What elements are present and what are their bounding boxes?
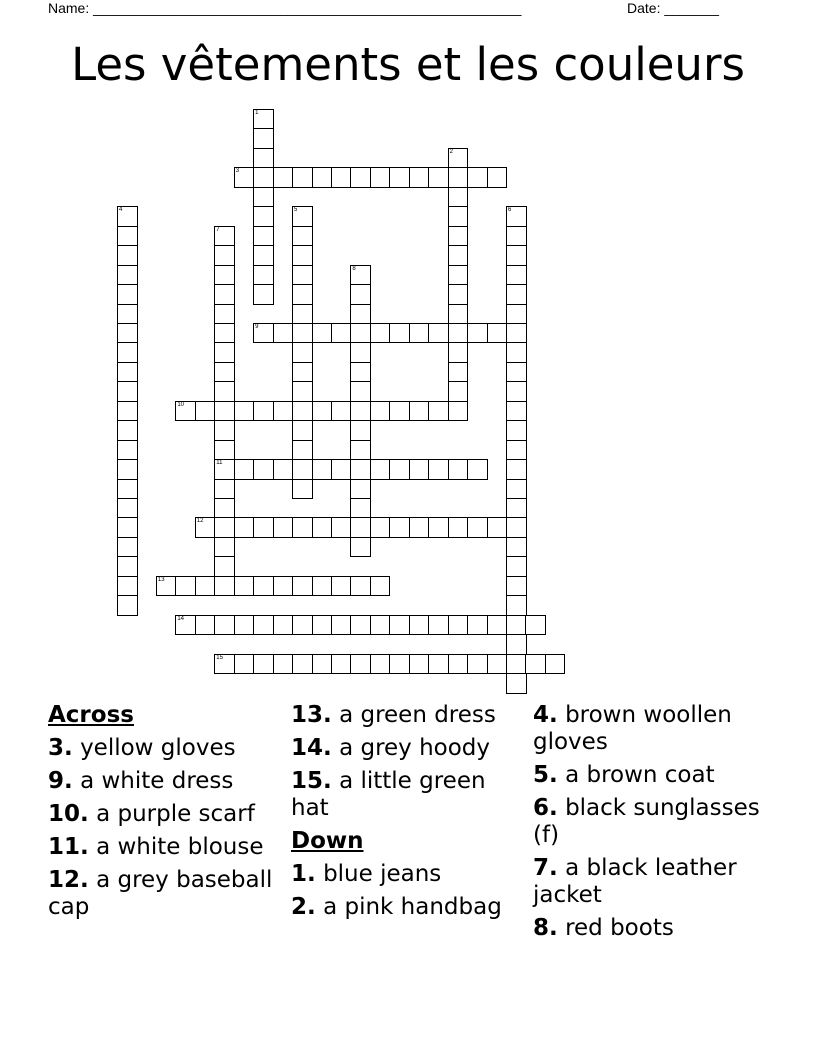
clue-number-label: 7 [216,226,220,233]
grid-cell[interactable] [117,498,138,519]
grid-cell[interactable] [273,167,294,188]
grid-cell[interactable] [253,284,274,305]
grid-cell[interactable] [292,284,313,305]
grid-cell[interactable] [253,517,274,538]
grid-cell[interactable] [331,576,352,597]
clue-across-3 [48,735,280,762]
grid-cell[interactable] [234,576,255,597]
grid-cell[interactable] [292,440,313,461]
clue-number-label: 5 [294,207,298,214]
grid-cell[interactable] [409,459,430,480]
clue-number: 9. [48,768,73,794]
grid-cell[interactable] [117,362,138,383]
grid-cell[interactable] [214,576,235,597]
grid-cell[interactable] [506,304,527,325]
clue-across-12 [48,867,280,921]
grid-cell[interactable] [350,615,371,636]
grid-cell[interactable] [428,654,449,675]
clue-text: yellow gloves [80,735,236,761]
grid-cell[interactable] [195,401,216,422]
grid-cell[interactable] [448,459,469,480]
grid-cell[interactable] [117,381,138,402]
grid-cell[interactable] [370,167,391,188]
grid-cell[interactable] [487,615,508,636]
grid-cell[interactable] [214,556,235,577]
grid-cell[interactable] [117,459,138,480]
grid-cell[interactable] [195,576,216,597]
grid-cell[interactable] [448,381,469,402]
grid-cell[interactable] [253,401,274,422]
grid-cell[interactable] [214,284,235,305]
grid-cell[interactable] [312,615,333,636]
clue-across-15 [291,768,523,822]
grid-cell[interactable] [234,654,255,675]
grid-cell[interactable] [214,440,235,461]
grid-cell[interactable] [389,517,410,538]
clue-text: a white blouse [96,834,264,860]
clue-number: 12. [48,867,89,893]
grid-cell[interactable] [195,615,216,636]
grid-cell[interactable] [350,323,371,344]
grid-cell[interactable] [214,498,235,519]
clue-number-label: 2 [449,148,453,155]
grid-cell[interactable] [467,459,488,480]
grid-cell[interactable] [234,459,255,480]
grid-cell[interactable] [195,517,216,538]
grid-cell[interactable] [234,401,255,422]
grid-cell[interactable] [506,401,527,422]
clue-number: 10. [48,801,89,827]
grid-cell[interactable] [370,401,391,422]
grid-cell[interactable] [506,498,527,519]
clue-number: 14. [291,735,332,761]
grid-cell[interactable] [253,323,274,344]
clue-down-2 [291,894,523,921]
grid-cell[interactable] [214,323,235,344]
clue-number: 11. [48,834,89,860]
grid-cell[interactable] [253,148,274,169]
grid-cell[interactable] [448,187,469,208]
grid-cell[interactable] [292,420,313,441]
grid-cell[interactable] [253,109,274,130]
grid-cell[interactable] [214,362,235,383]
grid-cell[interactable] [312,323,333,344]
grid-cell[interactable] [506,517,527,538]
name-field[interactable]: Name: _______________________________________________________ [48,0,522,16]
grid-cell[interactable] [448,226,469,247]
clue-number: 4. [533,702,558,728]
grid-cell[interactable] [506,342,527,363]
grid-cell[interactable] [448,401,469,422]
grid-cell[interactable] [331,517,352,538]
grid-cell[interactable] [409,615,430,636]
grid-cell[interactable] [370,615,391,636]
grid-cell[interactable] [253,615,274,636]
grid-cell[interactable] [487,167,508,188]
grid-cell[interactable] [253,654,274,675]
grid-cell[interactable] [214,304,235,325]
grid-cell[interactable] [117,517,138,538]
grid-cell[interactable] [292,342,313,363]
clue-number-label: 12 [196,518,204,525]
grid-cell[interactable] [506,615,527,636]
grid-cell[interactable] [409,401,430,422]
clue-number-label: 15 [216,654,223,661]
grid-cell[interactable] [389,654,410,675]
grid-cell[interactable] [117,556,138,577]
clue-number-label: 4 [119,207,123,214]
grid-cell[interactable] [506,459,527,480]
grid-cell[interactable] [175,401,196,422]
grid-cell[interactable] [487,654,508,675]
grid-cell[interactable] [350,498,371,519]
clue-text: black sunglasses (f) [533,795,760,848]
grid-cell[interactable] [312,517,333,538]
clue-number: 6. [533,795,558,821]
grid-cell[interactable] [487,323,508,344]
grid-cell[interactable] [273,323,294,344]
grid-cell[interactable] [117,226,138,247]
grid-cell[interactable] [312,167,333,188]
grid-cell[interactable] [428,517,449,538]
grid-cell[interactable] [273,576,294,597]
clue-text: a little green hat [291,768,486,821]
grid-cell[interactable] [350,440,371,461]
grid-cell[interactable] [525,654,546,675]
clue-number-label: 3 [235,168,240,175]
clue-text: blue jeans [323,861,442,887]
grid-cell[interactable] [506,362,527,383]
grid-cell[interactable] [234,517,255,538]
grid-cell[interactable] [467,654,488,675]
grid-cell[interactable] [253,187,274,208]
grid-cell[interactable] [448,615,469,636]
grid-cell[interactable] [117,576,138,597]
grid-cell[interactable] [467,167,488,188]
grid-cell[interactable] [448,167,469,188]
clue-text: a grey hoody [339,735,491,761]
grid-cell[interactable] [273,459,294,480]
grid-cell[interactable] [506,206,527,227]
clue-text: a grey baseball cap [48,867,273,920]
grid-cell[interactable] [312,576,333,597]
grid-cell[interactable] [234,167,255,188]
grid-cell[interactable] [117,206,138,227]
grid-cell[interactable] [117,479,138,500]
clue-across-11 [48,834,280,861]
grid-cell[interactable] [253,576,274,597]
grid-cell[interactable] [350,654,371,675]
grid-cell[interactable] [292,517,313,538]
grid-cell[interactable] [428,615,449,636]
grid-cell[interactable] [214,381,235,402]
grid-cell[interactable] [506,576,527,597]
grid-cell[interactable] [389,167,410,188]
grid-cell[interactable] [331,323,352,344]
grid-cell[interactable] [273,654,294,675]
grid-cell[interactable] [273,615,294,636]
grid-cell[interactable] [370,654,391,675]
clue-number-label: 9 [255,323,259,330]
clue-number-label: 1 [255,110,259,116]
clue-across-13 [291,702,523,729]
grid-cell[interactable] [409,167,430,188]
grid-cell[interactable] [312,401,333,422]
clue-number: 2. [291,894,316,920]
grid-cell[interactable] [506,440,527,461]
grid-cell[interactable] [117,323,138,344]
grid-cell[interactable] [350,420,371,441]
clue-down-1 [291,861,523,888]
grid-cell[interactable] [350,342,371,363]
grid-cell[interactable] [506,673,527,694]
grid-cell[interactable] [506,265,527,286]
clue-down-8 [533,915,765,942]
grid-cell[interactable] [409,517,430,538]
grid-cell[interactable] [175,576,196,597]
grid-cell[interactable] [467,323,488,344]
grid-cell[interactable] [331,459,352,480]
grid-cell[interactable] [448,206,469,227]
clue-text: a brown coat [565,762,715,788]
grid-cell[interactable] [253,265,274,286]
down-heading: Down [291,828,364,854]
grid-cell[interactable] [506,654,527,675]
grid-cell[interactable] [214,401,235,422]
grid-cell[interactable] [448,148,469,169]
clue-number-label: 8 [352,265,356,272]
grid-cell[interactable] [370,323,391,344]
clue-text: a white dress [80,768,234,794]
grid-cell[interactable] [506,556,527,577]
grid-cell[interactable] [117,420,138,441]
grid-cell[interactable] [487,517,508,538]
grid-cell[interactable] [448,323,469,344]
clue-number-label: 13 [157,576,165,583]
page-title: Les vêtements et les couleurs [71,38,745,91]
grid-cell[interactable] [525,615,546,636]
grid-cell[interactable] [389,401,410,422]
clue-down-6 [533,795,765,849]
grid-cell[interactable] [350,537,371,558]
grid-cell[interactable] [370,517,391,538]
grid-cell[interactable] [292,362,313,383]
grid-cell[interactable] [350,381,371,402]
grid-cell[interactable] [117,265,138,286]
grid-cell[interactable] [292,245,313,266]
clue-number: 7. [533,855,558,881]
grid-cell[interactable] [175,615,196,636]
grid-cell[interactable] [506,245,527,266]
clue-number-label: 11 [216,460,223,467]
grid-cell[interactable] [292,206,313,227]
clue-number-label: 6 [508,207,512,214]
grid-cell[interactable] [448,284,469,305]
grid-cell[interactable] [156,576,177,597]
clue-down-5 [533,762,765,789]
grid-cell[interactable] [292,654,313,675]
grid-cell[interactable] [506,595,527,616]
grid-cell[interactable] [292,576,313,597]
grid-cell[interactable] [214,615,235,636]
grid-cell[interactable] [409,323,430,344]
clue-across-9 [48,768,280,795]
grid-cell[interactable] [448,304,469,325]
grid-cell[interactable] [292,381,313,402]
grid-cell[interactable] [214,654,235,675]
clue-number: 15. [291,768,332,794]
grid-cell[interactable] [350,284,371,305]
grid-cell[interactable] [331,615,352,636]
grid-cell[interactable] [214,479,235,500]
clue-down-7 [533,855,765,909]
grid-cell[interactable] [448,265,469,286]
grid-cell[interactable] [331,401,352,422]
grid-cell[interactable] [292,226,313,247]
grid-cell[interactable] [545,654,566,675]
grid-cell[interactable] [117,401,138,422]
clue-column-3 [533,702,765,948]
grid-cell[interactable] [350,459,371,480]
grid-cell[interactable] [273,401,294,422]
grid-cell[interactable] [331,654,352,675]
grid-cell[interactable] [253,206,274,227]
grid-cell[interactable] [428,401,449,422]
grid-cell[interactable] [214,342,235,363]
grid-cell[interactable] [506,381,527,402]
grid-cell[interactable] [253,459,274,480]
grid-cell[interactable] [253,245,274,266]
grid-cell[interactable] [506,420,527,441]
clue-text: a purple scarf [96,801,255,827]
clue-text: a black leather jacket [533,855,737,908]
grid-cell[interactable] [292,265,313,286]
grid-cell[interactable] [292,615,313,636]
grid-cell[interactable] [370,459,391,480]
grid-cell[interactable] [428,459,449,480]
grid-cell[interactable] [117,245,138,266]
grid-cell[interactable] [117,595,138,616]
grid-cell[interactable] [312,459,333,480]
clue-number: 1. [291,861,316,887]
grid-cell[interactable] [117,440,138,461]
grid-cell[interactable] [214,420,235,441]
grid-cell[interactable] [467,517,488,538]
grid-cell[interactable] [389,459,410,480]
grid-cell[interactable] [506,537,527,558]
grid-cell[interactable] [409,654,430,675]
grid-cell[interactable] [253,226,274,247]
clue-number: 3. [48,735,73,761]
grid-cell[interactable] [234,615,255,636]
grid-cell[interactable] [506,323,527,344]
grid-cell[interactable] [350,576,371,597]
grid-cell[interactable] [214,265,235,286]
across-heading: Across [48,702,134,728]
grid-cell[interactable] [214,226,235,247]
clue-number: 5. [533,762,558,788]
grid-cell[interactable] [350,362,371,383]
grid-cell[interactable] [292,459,313,480]
grid-cell[interactable] [506,284,527,305]
grid-cell[interactable] [117,342,138,363]
grid-cell[interactable] [370,576,391,597]
grid-cell[interactable] [292,479,313,500]
grid-cell[interactable] [292,304,313,325]
clue-column-2 [291,702,523,927]
clue-down-4 [533,702,765,756]
grid-cell[interactable] [117,304,138,325]
grid-cell[interactable] [506,634,527,655]
grid-cell[interactable] [117,537,138,558]
clue-text: a pink handbag [323,894,502,920]
grid-cell[interactable] [117,284,138,305]
grid-cell[interactable] [389,615,410,636]
grid-cell[interactable] [428,323,449,344]
grid-cell[interactable] [448,342,469,363]
grid-cell[interactable] [214,459,235,480]
grid-cell[interactable] [506,226,527,247]
grid-cell[interactable] [312,654,333,675]
clue-number-label: 10 [177,401,185,408]
date-field[interactable]: Date: _______ [627,0,719,16]
clue-number: 13. [291,702,332,728]
grid-cell[interactable] [350,479,371,500]
grid-cell[interactable] [253,167,274,188]
grid-cell[interactable] [350,517,371,538]
grid-cell[interactable] [292,167,313,188]
grid-cell[interactable] [350,167,371,188]
grid-cell[interactable] [350,265,371,286]
grid-cell[interactable] [389,323,410,344]
grid-cell[interactable] [214,245,235,266]
grid-cell[interactable] [253,128,274,149]
clue-column-1 [48,702,280,927]
clue-text: a green dress [339,702,496,728]
grid-cell[interactable] [273,517,294,538]
grid-cell[interactable] [350,401,371,422]
clue-across-14 [291,735,523,762]
grid-cell[interactable] [448,362,469,383]
grid-cell[interactable] [214,517,235,538]
clue-across-10 [48,801,280,828]
grid-cell[interactable] [331,167,352,188]
grid-cell[interactable] [467,615,488,636]
grid-cell[interactable] [292,401,313,422]
grid-cell[interactable] [448,245,469,266]
grid-cell[interactable] [448,654,469,675]
grid-cell[interactable] [214,537,235,558]
grid-cell[interactable] [350,304,371,325]
grid-cell[interactable] [292,323,313,344]
grid-cell[interactable] [428,167,449,188]
clue-number-label: 14 [177,615,185,622]
clue-number: 8. [533,915,558,941]
grid-cell[interactable] [448,517,469,538]
grid-cell[interactable] [506,479,527,500]
clue-text: red boots [565,915,674,941]
clue-text: brown woollen gloves [533,702,732,755]
